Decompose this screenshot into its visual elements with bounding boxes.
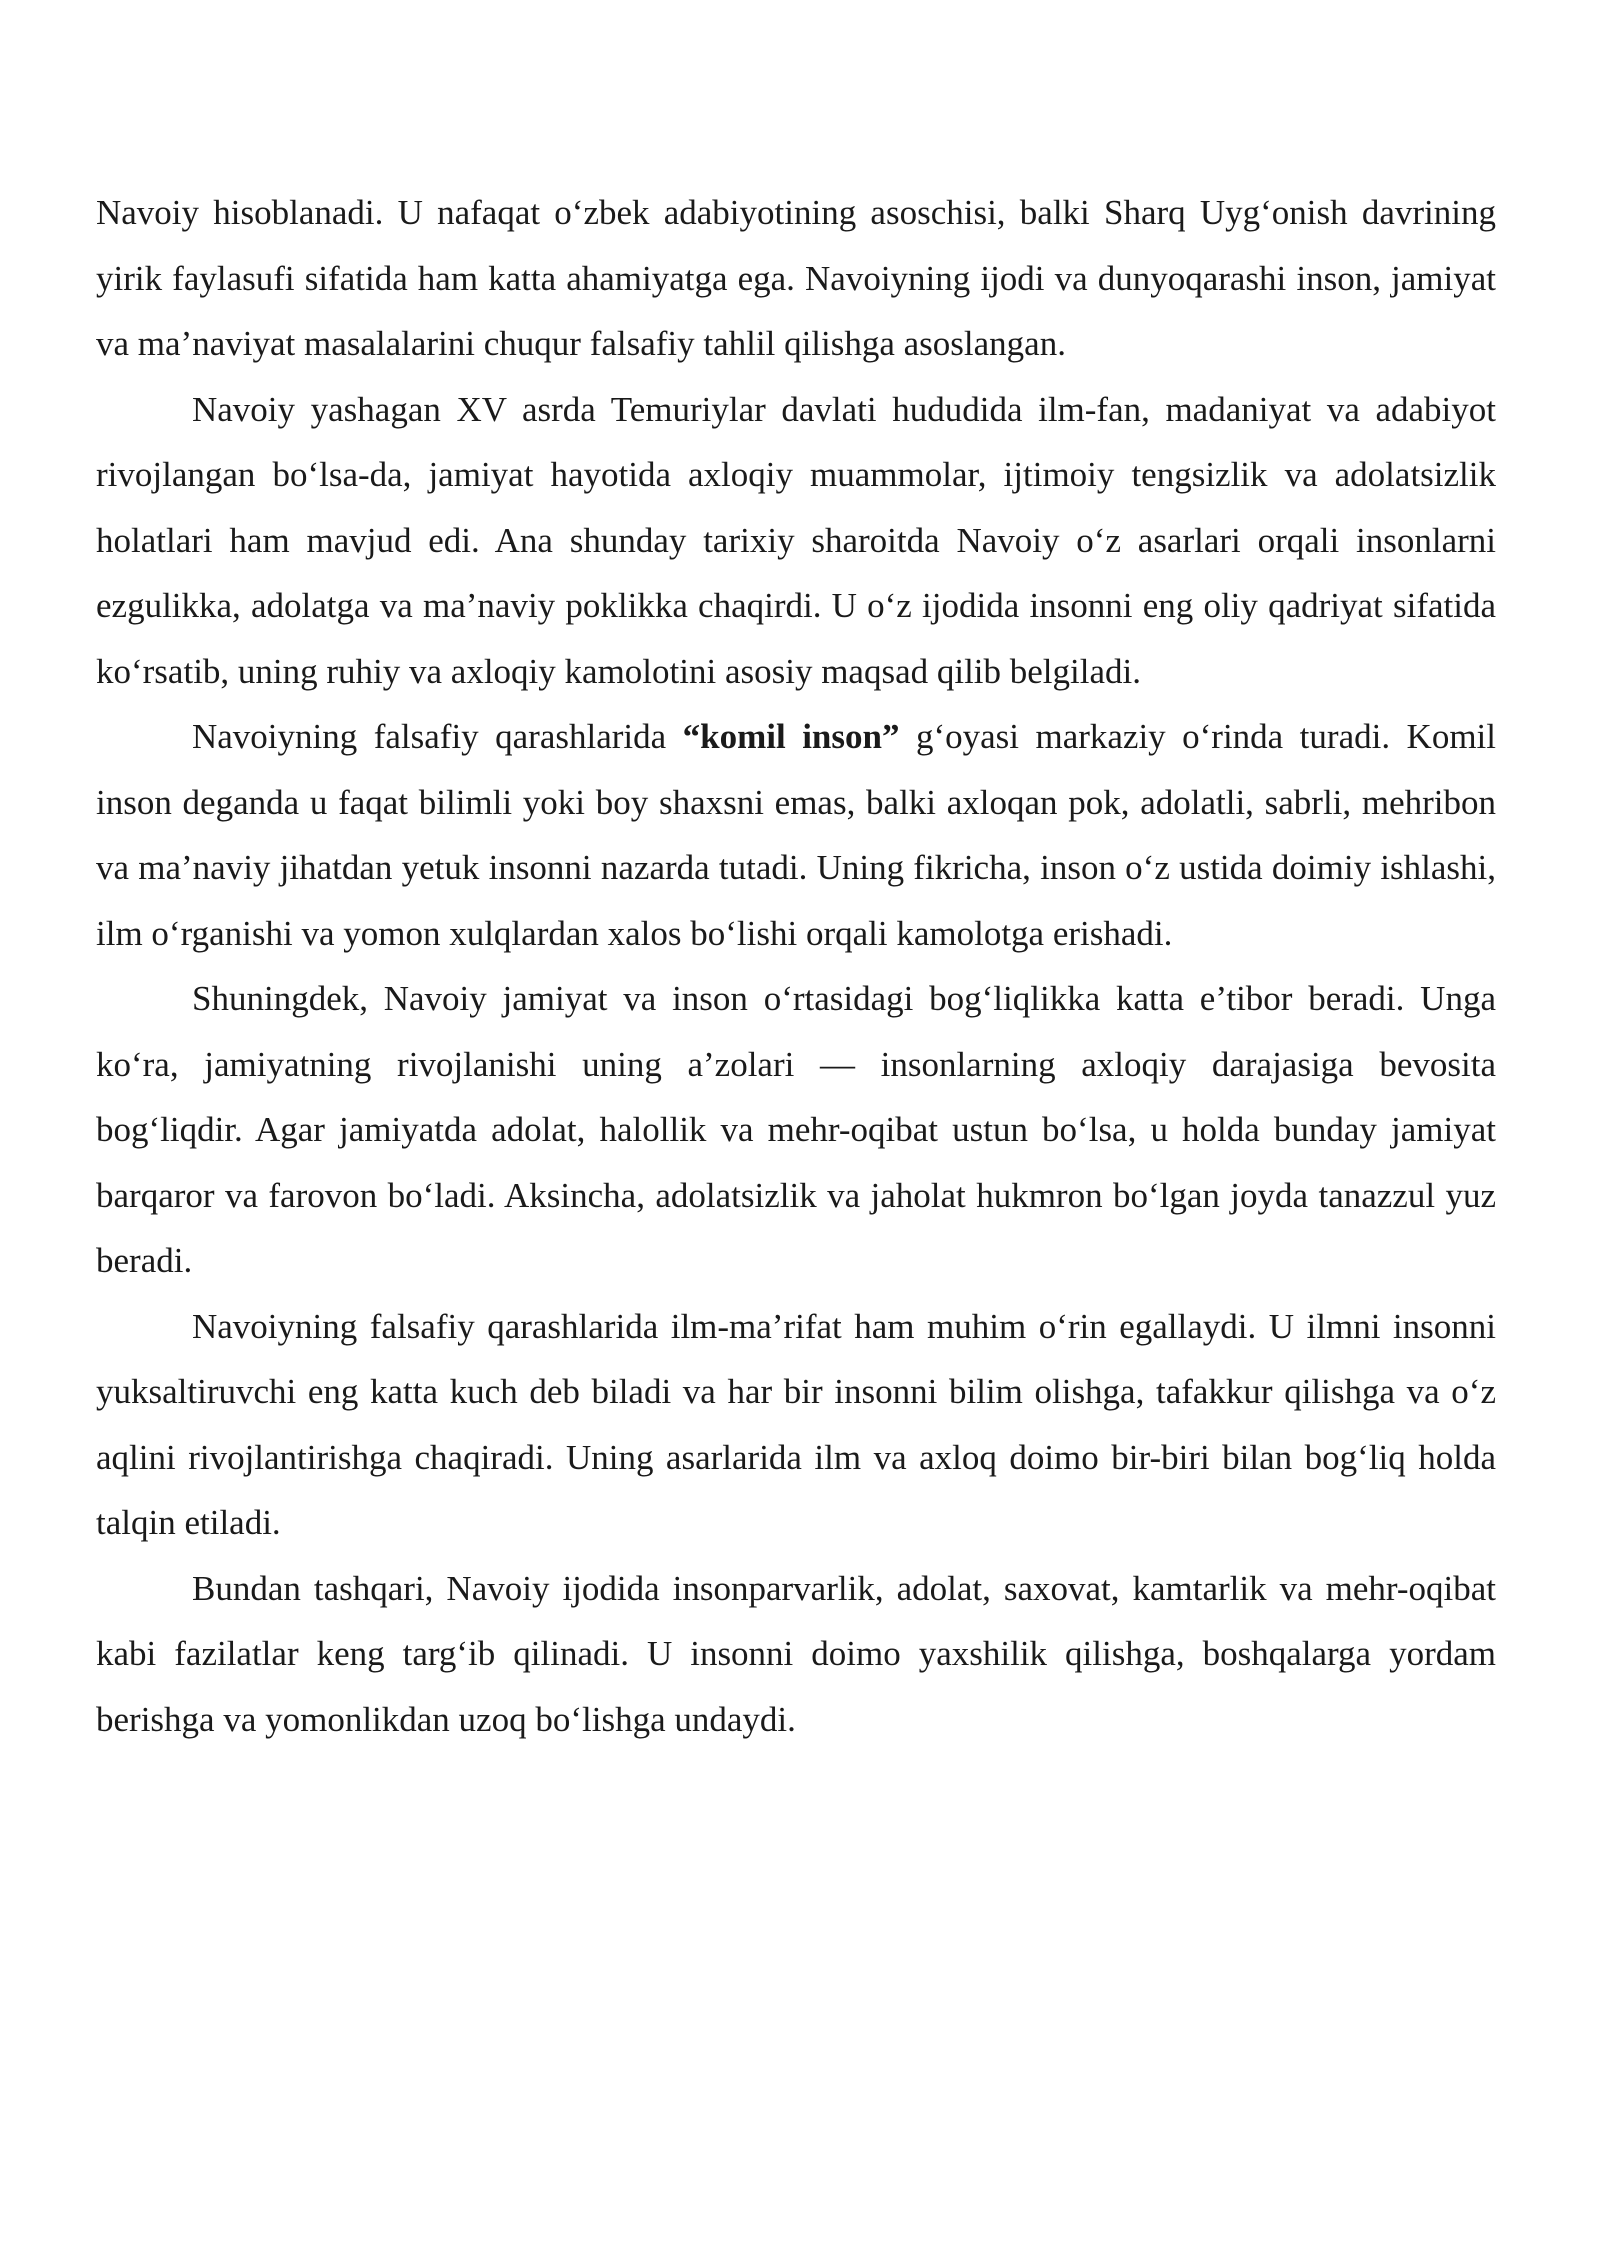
paragraph-society-relation: Shuningdek, Navoiy jamiyat va inson o‘rtasidagi bog‘liqlikka katta e’tibor beradi. Unga ko‘ra, jamiyatning rivojlanishi uning a’zolari — insonlarning axloqiy darajasiga bevosita bog‘liqdir. Agar jamiyatda adolat, halollik va mehr-oqibat ustun bo‘lsa, u holda bunday jamiyat barqaror va farovon bo‘ladi. Aksincha, adolatsizlik va jaholat hukmron bo‘lgan joyda tanazzul yuz beradi. [96, 979, 1496, 1280]
paragraph-virtues: Bundan tashqari, Navoiy ijodida insonparvarlik, adolat, saxovat, kamtarlik va mehr-oqibat kabi fazilatlar keng targ‘ib qilinadi. U insonni doimo yaxshilik qilishga, boshqalarga yordam berishga va yomonlikdan uzoq bo‘lishga undaydi. [96, 1568, 1496, 1739]
paragraph-komil-inson-before: Navoiyning falsafiy qarashlarida [192, 717, 683, 756]
paragraph-komil-inson [96, 704, 1496, 966]
paragraph-knowledge: Navoiyning falsafiy qarashlarida ilm-ma’rifat ham muhim o‘rin egallaydi. U ilmni insonni yuksaltiruvchi eng katta kuch deb biladi va har bir insonni bilim olishga, tafakkur qilishga va o‘z aqlini rivojlantirishga chaqiradi. Uning asarlarida ilm va axloq doimo bir-biri bilan bog‘liq holda talqin etiladi. [96, 1306, 1496, 1542]
paragraph-intro-continuation: Navoiy hisoblanadi. U nafaqat o‘zbek adabiyotining asoschisi, balki Sharq Uyg‘onish davrining yirik faylasufi sifatida ham katta ahamiyatga ega. Navoiyning ijodi va dunyoqarashi inson, jamiyat va ma’naviyat masalalarini chuqur falsafiy tahlil qilishga asoslangan. [96, 193, 1496, 363]
document-page [96, 180, 1496, 1752]
paragraph-historical-context: Navoiy yashagan XV asrda Temuriylar davlati hududida ilm-fan, madaniyat va adabiyot rivojlangan bo‘lsa-da, jamiyat hayotida axloqiy muammolar, ijtimoiy tengsizlik va adolatsizlik holatlari ham mavjud edi. Ana shunday tarixiy sharoitda Navoiy o‘z asarlari orqali insonlarni ezgulikka, adolatga va ma’naviy poklikka chaqirdi. U o‘z ijodida insonni eng oliy qadriyat sifatida ko‘rsatib, uning ruhiy va axloqiy kamolotini asosiy maqsad qilib belgiladi. [96, 389, 1496, 691]
paragraph-komil-inson-after: g‘oyasi markaziy o‘rinda turadi. Komil inson deganda u faqat bilimli yoki boy shaxsni emas, balki axloqan pok, adolatli, sabrli, mehribon va ma’naviy jihatdan yetuk insonni nazarda tutadi. Uning fikricha, inson o‘z ustida doimiy ishlashi, ilm o‘rganishi va yomon xulqlardan xalos bo‘lishi orqali kamolotga erishadi. [96, 717, 1496, 953]
komil-inson-term: “komil inson” [682, 717, 900, 756]
